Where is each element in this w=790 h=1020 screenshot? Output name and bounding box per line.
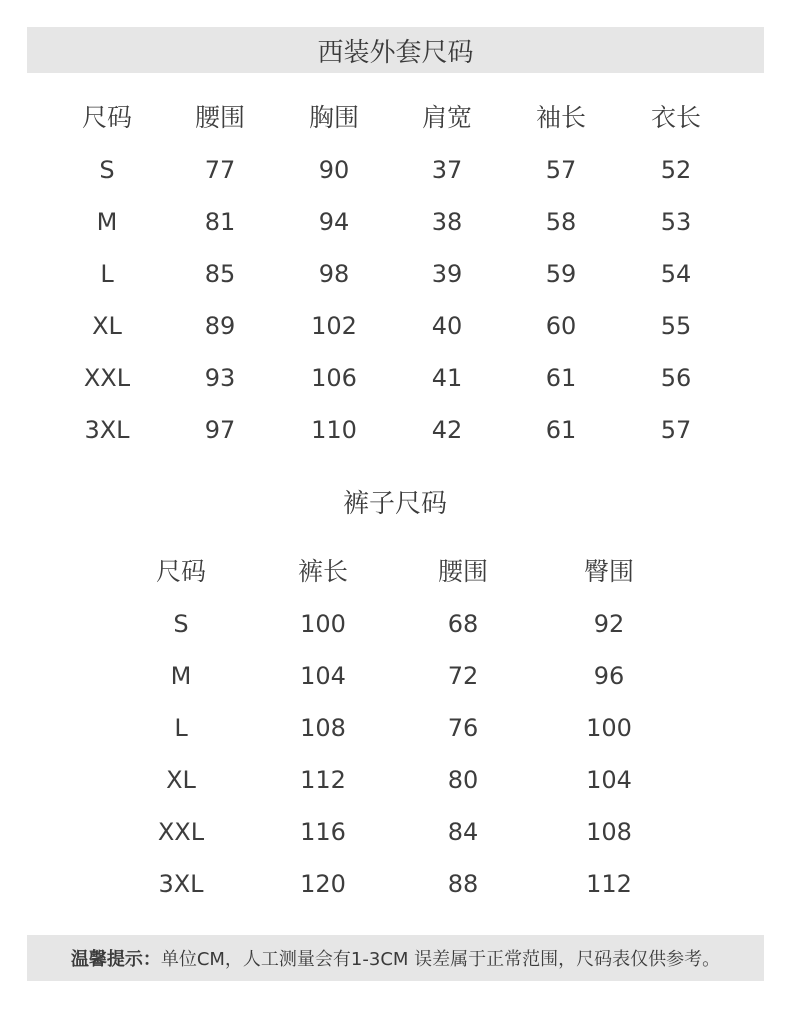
table-cell: 102 xyxy=(311,312,357,340)
table-cell: 90 xyxy=(318,156,350,184)
table-row xyxy=(0,306,790,346)
table-cell: 72 xyxy=(447,662,479,690)
pants-header-row xyxy=(0,552,790,592)
table-cell: 96 xyxy=(593,662,625,690)
jacket-header-length: 衣长 xyxy=(650,103,702,132)
table-cell: 120 xyxy=(300,870,346,898)
table-cell: XXL xyxy=(83,364,131,392)
jacket-header-shoulder: 肩宽 xyxy=(421,103,473,132)
table-cell: 52 xyxy=(660,156,692,184)
table-cell: 57 xyxy=(545,156,577,184)
table-cell: 39 xyxy=(431,260,463,288)
table-cell: 93 xyxy=(204,364,236,392)
table-cell: 58 xyxy=(545,208,577,236)
table-cell: 112 xyxy=(300,766,346,794)
jacket-header-sleeve: 袖长 xyxy=(535,103,587,132)
table-cell: L xyxy=(100,260,114,288)
table-cell: 54 xyxy=(660,260,692,288)
table-cell: 60 xyxy=(545,312,577,340)
table-cell: 61 xyxy=(545,364,577,392)
jacket-header-row xyxy=(0,98,790,138)
jacket-size-title-bar xyxy=(27,27,764,73)
pants-size-title: 裤子尺码 xyxy=(342,489,447,519)
table-cell: XL xyxy=(166,766,196,794)
table-cell: 110 xyxy=(311,416,357,444)
pants-header-waist: 腰围 xyxy=(437,557,489,586)
table-cell: XL xyxy=(92,312,122,340)
table-row xyxy=(0,864,790,904)
table-cell: 53 xyxy=(660,208,692,236)
table-row xyxy=(0,358,790,398)
table-cell: S xyxy=(99,156,115,184)
table-cell: 57 xyxy=(660,416,692,444)
table-cell: M xyxy=(96,208,118,236)
table-cell: 38 xyxy=(431,208,463,236)
jacket-size-title: 西装外套尺码 xyxy=(317,37,474,68)
table-cell: 61 xyxy=(545,416,577,444)
table-cell: 97 xyxy=(204,416,236,444)
table-cell: XXL xyxy=(157,818,205,846)
table-cell: 92 xyxy=(593,610,625,638)
jacket-header-size: 尺码 xyxy=(81,103,133,132)
jacket-header-chest: 胸围 xyxy=(308,103,360,132)
table-row xyxy=(0,656,790,696)
table-row xyxy=(0,812,790,852)
table-cell: 80 xyxy=(447,766,479,794)
table-cell: 40 xyxy=(431,312,463,340)
table-cell: S xyxy=(173,610,189,638)
table-cell: 94 xyxy=(318,208,350,236)
table-cell: 77 xyxy=(204,156,236,184)
table-cell: 56 xyxy=(660,364,692,392)
measurement-note xyxy=(27,935,764,981)
table-cell: 3XL xyxy=(84,416,130,444)
table-cell: 98 xyxy=(318,260,350,288)
table-row xyxy=(0,202,790,242)
table-row xyxy=(0,708,790,748)
table-cell: 88 xyxy=(447,870,479,898)
table-cell: 106 xyxy=(311,364,357,392)
pants-header-hip: 臀围 xyxy=(583,557,635,586)
note-text: 单位CM，人工测量会有1-3CM 误差属于正常范围，尺码表仅供参考。 xyxy=(160,949,721,970)
table-cell: 116 xyxy=(300,818,346,846)
table-cell: 108 xyxy=(300,714,346,742)
table-cell: 59 xyxy=(545,260,577,288)
table-cell: 41 xyxy=(431,364,463,392)
table-cell: 68 xyxy=(447,610,479,638)
table-cell: 37 xyxy=(431,156,463,184)
pants-header-length: 裤长 xyxy=(297,557,349,586)
table-cell: 104 xyxy=(586,766,632,794)
table-row xyxy=(0,410,790,450)
table-cell: 55 xyxy=(660,312,692,340)
table-cell: 112 xyxy=(586,870,632,898)
table-cell: 108 xyxy=(586,818,632,846)
table-cell: 81 xyxy=(204,208,236,236)
table-cell: M xyxy=(170,662,192,690)
table-cell: 3XL xyxy=(158,870,204,898)
table-row xyxy=(0,150,790,190)
jacket-header-waist: 腰围 xyxy=(194,103,246,132)
table-row xyxy=(0,604,790,644)
table-row xyxy=(0,760,790,800)
table-cell: 89 xyxy=(204,312,236,340)
table-cell: 100 xyxy=(586,714,632,742)
table-cell: 42 xyxy=(431,416,463,444)
table-cell: L xyxy=(174,714,188,742)
table-cell: 100 xyxy=(300,610,346,638)
pants-header-size: 尺码 xyxy=(155,557,207,586)
table-cell: 85 xyxy=(204,260,236,288)
note-label: 温馨提示： xyxy=(70,949,161,970)
table-cell: 76 xyxy=(447,714,479,742)
table-cell: 104 xyxy=(300,662,346,690)
table-cell: 84 xyxy=(447,818,479,846)
table-row xyxy=(0,254,790,294)
